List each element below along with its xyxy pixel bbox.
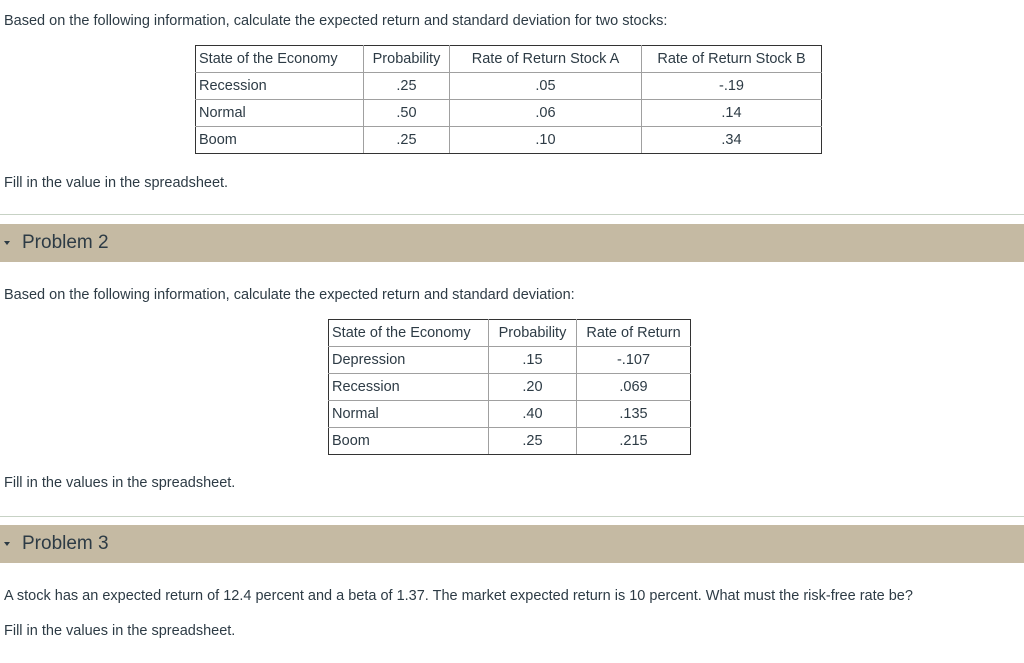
problem3-title: Problem 3 bbox=[22, 533, 109, 554]
problem3-question: A stock has an expected return of 12.4 percent and a beta of 1.37. The market expected return is 10 percent. What must the risk-free rate be? bbox=[4, 588, 913, 604]
cell-state: Boom bbox=[329, 428, 489, 455]
header-return-a: Rate of Return Stock A bbox=[450, 46, 642, 73]
table-header-row bbox=[196, 46, 822, 73]
table-row bbox=[329, 428, 691, 455]
cell-return-a: .06 bbox=[450, 100, 642, 127]
header-state: State of the Economy bbox=[196, 46, 364, 73]
header-return-b: Rate of Return Stock B bbox=[642, 46, 822, 73]
problem1-fill-instruction: Fill in the value in the spreadsheet. bbox=[4, 175, 229, 191]
cell-state: Depression bbox=[329, 347, 489, 374]
problem1-table bbox=[195, 45, 822, 154]
problem3-fill-instruction: Fill in the values in the spreadsheet. bbox=[4, 623, 236, 639]
table-row bbox=[196, 100, 822, 127]
cell-return: -.107 bbox=[577, 347, 691, 374]
problem2-table bbox=[328, 319, 691, 455]
cell-state: Recession bbox=[329, 374, 489, 401]
caret-down-icon[interactable] bbox=[4, 542, 10, 546]
cell-probability: .25 bbox=[364, 73, 450, 100]
header-state: State of the Economy bbox=[329, 320, 489, 347]
table-header-row bbox=[329, 320, 691, 347]
cell-return-a: .05 bbox=[450, 73, 642, 100]
divider bbox=[0, 214, 1024, 215]
table-row bbox=[329, 374, 691, 401]
cell-return-b: -.19 bbox=[642, 73, 822, 100]
problem2-intro: Based on the following information, calculate the expected return and standard deviation: bbox=[4, 287, 575, 303]
header-return: Rate of Return bbox=[577, 320, 691, 347]
cell-return: .069 bbox=[577, 374, 691, 401]
cell-probability: .20 bbox=[489, 374, 577, 401]
problem3-header[interactable] bbox=[0, 525, 1024, 563]
cell-return-b: .34 bbox=[642, 127, 822, 154]
cell-state: Normal bbox=[329, 401, 489, 428]
header-probability: Probability bbox=[364, 46, 450, 73]
problem2-title: Problem 2 bbox=[22, 232, 109, 253]
cell-return-b: .14 bbox=[642, 100, 822, 127]
cell-return: .135 bbox=[577, 401, 691, 428]
cell-probability: .40 bbox=[489, 401, 577, 428]
cell-probability: .25 bbox=[364, 127, 450, 154]
table-row bbox=[196, 73, 822, 100]
cell-state: Recession bbox=[196, 73, 364, 100]
header-probability: Probability bbox=[489, 320, 577, 347]
cell-return-a: .10 bbox=[450, 127, 642, 154]
cell-state: Boom bbox=[196, 127, 364, 154]
problem1-intro: Based on the following information, calculate the expected return and standard deviation for two stocks: bbox=[4, 13, 668, 29]
table-row bbox=[329, 401, 691, 428]
problem2-fill-instruction: Fill in the values in the spreadsheet. bbox=[4, 475, 236, 491]
cell-return: .215 bbox=[577, 428, 691, 455]
table-row bbox=[196, 127, 822, 154]
divider bbox=[0, 516, 1024, 517]
cell-probability: .25 bbox=[489, 428, 577, 455]
cell-probability: .50 bbox=[364, 100, 450, 127]
caret-down-icon[interactable] bbox=[4, 241, 10, 245]
cell-state: Normal bbox=[196, 100, 364, 127]
table-row bbox=[329, 347, 691, 374]
problem2-header[interactable] bbox=[0, 224, 1024, 262]
cell-probability: .15 bbox=[489, 347, 577, 374]
